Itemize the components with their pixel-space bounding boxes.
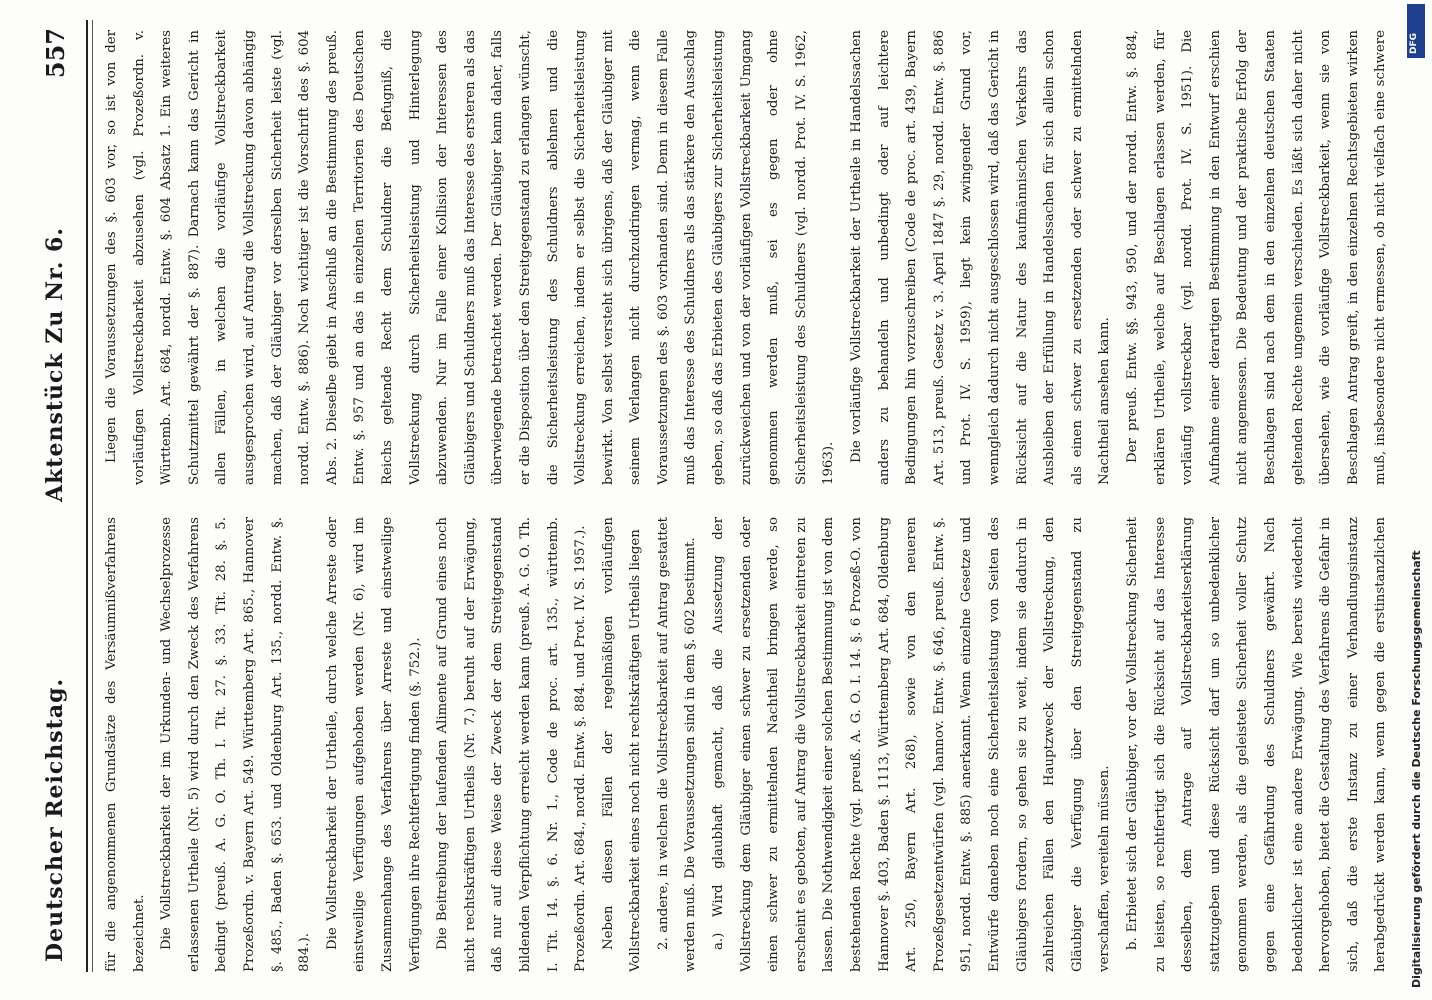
digitization-credit: Digitalisierung gefördert durch die Deutsche Forschungsgemeinschaft	[1410, 550, 1423, 988]
page-number: 557	[40, 28, 70, 79]
right-paragraph: Liegen die Voraussetzungen des §. 603 vor, so ist von der vorläufigen Vollstreckbarkeit abzusehen (vgl. Prozeßordn. v. Württemb. Art. 684, nordd. Entw. §. 604 Absatz 1. Ein weiteres Schutzmittel gewährt der §. 887). Darnach kann das Gericht in allen Fällen, in welchen die vorläufige Vollstreckbarkeit ausgesprochen wird, auf Antrag die Vollstreckung davon abhängig machen, daß der Gläubiger vor derselben Sicherheit leiste (vgl. nordd. Entw. §. 886). Noch wichtiger ist die Vorschrift des §. 604 Abs. 2. Dieselbe giebt in Anschluß an die Bestimmung des preuß. Entw. §. 957 und an das in einzelnen Territorien des Deutschen Reichs geltende Recht dem Schuldner die Befugniß, die Vollstreckung durch Sicherheitsleistung und Hinterlegung abzuwenden. Nur im Falle einer Kollision der Interessen des Gläubigers und Schuldners muß das Interesse des ersteren als das überwiegende betrachtet werden. Der Gläubiger kann daher, falls er die Disposition über den Streitgegenstand zu erlangen wünscht, die Sicherheitsleistung des Schuldners ablehnen und die Vollstreckung erreichen, indem er selbst die Sicherheitsleistung bewirkt. Von selbst versteht sich übrigens, daß der Gläubiger mit seinem Verlangen nicht durchzudringen vermag, wenn die Voraussetzungen des §. 603 vorhanden sind. Denn in diesem Falle muß das Interesse des Schuldners als das stärkere den Ausschlag geben, so daß das Erbieten des Gläubigers zur Sicherheitsleistung zurückweichen und von der vorläufigen Vollstreckbarkeit Umgang genommen werden muß, sei es gegen oder ohne Sicherheitsleistung des Schuldners (vgl. nordd. Prot. IV. S. 1962, 1963).	[104, 30, 837, 485]
rotated-page-content	[16, 0, 1416, 1000]
left-paragraph: b. Erbietet sich der Gläubiger, vor der Vollstreckung Sicherheit zu leisten, so rechtfertigt sich die Rücksicht auf das Interesse desselben, dem Antrage auf Vollstreckbarkeitserklärung stattzugeben und diese Rücksicht darf um so unbedenklicher genommen werden, als die geleistete Sicherheit voller Schutz gegen eine Gefährdung des Schuldners gewährt. Nach bedenklicher ist eine andere Erwägung. Wie bereits wiederholt hervorgehoben, bietet die Gestaltung des Verfahrens die Gefahr in sich, daß die erste Instanz zu einer Verhandlungsinstanz herabgedrückt werden kann, wenn gegen die erstinstanzlichen	[1124, 517, 1389, 972]
right-paragraph: Der preuß. Entw. §§. 943, 950, und der nordd. Entw. §. 884, erklären Urtheile, welche auf Beschlagen erlassen werden, für vorläufig vollstreckbar (vgl. nordd. Prot. IV. S. 1951). Die Aufnahme einer derartigen Bestimmung in den Entwurf erschien nicht angemessen. Die Bedeutung und der praktische Erfolg der Beschlagen sind nach dem in den einzelnen deutschen Staaten geltenden Rechte ungemein verschieden. Es läßt sich daher nicht übersehen, wie die vorläufige Vollstreckbarkeit, wenn sie von Beschlagen Antrag greift, in den einzelnen Rechtsgebieten wirken muß, insbesondere nicht ermessen, ob nicht vielfach eine schwere	[1124, 30, 1389, 485]
side-credit-strip	[1406, 0, 1428, 1000]
right-paragraph: Die vorläufige Vollstreckbarkeit der Urtheile in Handelssachen anders zu behandeln und unbedingt oder auf leichtere Bedingungen hin vorzuschreiben (Code de proc. art. 439, Bayern Art. 513, preuß. Gesetz v. 3. April 1847 §. 29, nordd. Entw. §. 886 und Prot. IV. S. 1959), liegt kein zwingender Grund vor, wenngleich dadurch nicht ausgeschlossen wird, daß das Gericht in Rücksicht auf die Natur des kaufmännischen Verkehrs das Ausbleiben der Erfüllung in Handelssachen für sich allein schon als einen schwer zu ersetzenden oder schwer zu ermittelnden Nachtheil ansehen kann.	[849, 30, 1113, 485]
dfg-logo: DFG	[1407, 4, 1425, 58]
right-column	[98, 30, 1398, 485]
left-paragraph: für die angenommenen Grundsätze des Versäumnißverfahrens bezeichnet.	[104, 517, 147, 972]
page-header	[24, 20, 88, 972]
left-paragraph: a.) Wird glaubhaft gemacht, daß die Aussetzung der Vollstreckung dem Gläubiger einen schwer zu ersetzenden oder einen schwer zu ermittelnden Nachtheil bringen werde, so erscheint es geboten, auf Antrag die Vollstreckbarkeit eintreten zu lassen. Die Nothwendigkeit einer solchen Bestimmung ist von dem bestehenden Rechte (vgl. preuß. A. G. O. I. 14. §. 6 Prozeß-O. von Hannover §. 403, Baden §. 1113, Württemberg Art. 684, Oldenburg Art. 250, Bayern Art. 268), sowie von den neueren Prozeßgesetzentwürfen (vgl. hannov. Entw. §. 646, preuß. Entw. §. 951, nordd. Entw. §. 885) anerkannt. Wenn einzelne Gesetze und Entwürfe daneben noch eine Sicherheitsleistung von Seiten des Gläubigers fordern, so gehen sie zu weit, indem sie dadurch in zahlreichen Fällen den Hauptzweck der Vollstreckung, den Gläubiger die Verfügung über den Streitgegenstand zu verschaffen, vereiteln müssen.	[711, 517, 1113, 972]
left-paragraph: Die Beitreibung der laufenden Alimente auf Grund eines noch nicht rechtskräftigen Urtheils (Nr. 7.) beruht auf der Erwägung, daß nur auf diese Weise der Zweck der dem Streitgegenstand bildenden Verpflichtung erreicht werden kann (preuß. A. G. O. Th. I. Tit. 14. §. 6. Nr. 1., Code de proc. art. 135., württemb. Prozeßordn. Art. 684., nordd. Entw. §. 884. und Prot. IV. S. 1957.).	[435, 517, 589, 972]
left-column	[98, 517, 1398, 972]
left-paragraph: Neben diesen Fällen der regelmäßigen vorläufigen Vollstreckbarkeit eines noch nicht rechtskräftigen Urtheils liegen	[600, 517, 644, 972]
header-rule	[92, 20, 93, 972]
left-paragraph: Die Vollstreckbarkeit der im Urkunden- und Wechselprozesse erlassenen Urtheile (Nr. 5) wird durch den Zweck des Verfahrens bedingt (preuß. A. G. O. Th. I. Tit. 27. §. 33. Tit. 28. §. 5. Prozeßordn. v. Bayern Art. 549. Württemberg Art. 865., Hannover §. 485., Baden §. 653. und Oldenburg Art. 135., nordd. Entw. §. 884.).	[159, 517, 313, 972]
left-paragraph: Die Vollstreckbarkeit der Urtheile, durch welche Arreste oder einstweilige Verfügungen aufgehoben werden (Nr. 6), wird im Zusammenhange des Verfahrens über Arreste und einstweilige Verfügungen ihre Rechtfertigung finden (§. 752.).	[324, 517, 423, 972]
left-paragraph: 2. andere, in welchen die Vollstreckbarkeit auf Antrag gestattet werden muß. Die Voraussetzungen sind in dem §. 602 bestimmt.	[655, 517, 699, 972]
header-title: Deutscher Reichstag.	[42, 677, 68, 962]
header-document-ref: Aktenstück Zu Nr. 6.	[42, 227, 68, 502]
